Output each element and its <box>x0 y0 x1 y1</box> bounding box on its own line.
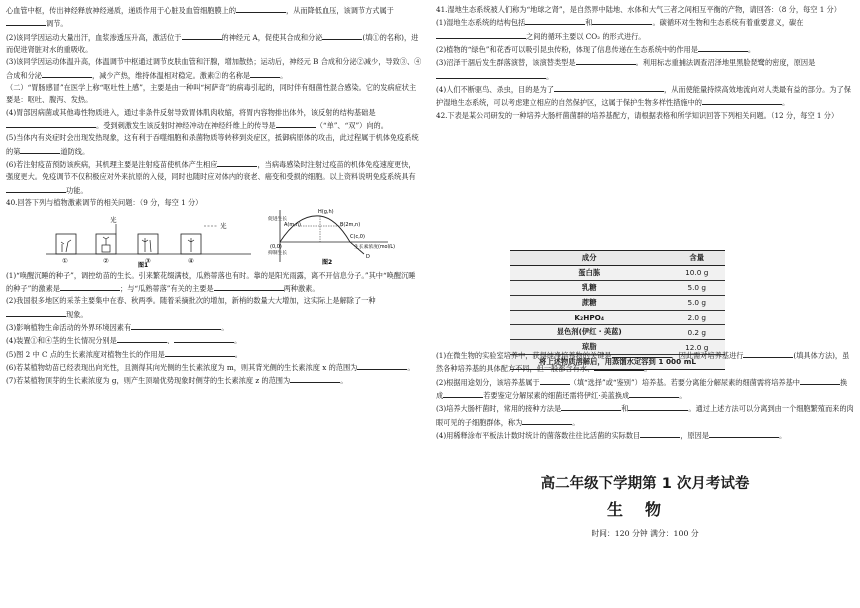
text: 。受到刺激发生该反射时神经冲动在神经纤维上的传导是 <box>96 121 276 131</box>
text: 的神经元 A，促使其合成和分泌 <box>221 32 323 42</box>
paragraph <box>6 270 422 296</box>
question-heading: 40.回答下列与植物激素调节的相关问题：（9 分，每空 1 分） <box>6 198 203 208</box>
text: 。 <box>679 391 687 401</box>
paragraph <box>6 321 422 334</box>
paragraph <box>436 402 854 429</box>
answer-blank[interactable] <box>214 282 284 291</box>
text: 现象。 <box>66 309 88 319</box>
answer-blank[interactable] <box>540 376 570 385</box>
paragraph <box>6 374 422 387</box>
table-row <box>510 310 725 325</box>
text: （“单”、“双”）向的。 <box>315 121 388 131</box>
text: 功能。 <box>66 185 88 195</box>
table-cell: 乳糖 <box>510 280 668 295</box>
point-b-label: B(2m,n) <box>340 221 361 228</box>
answer-blank[interactable] <box>640 429 680 438</box>
paragraph <box>6 348 422 361</box>
text: (3)影响植物生命活动的外界环境因素有 <box>6 322 132 332</box>
answer-blank[interactable] <box>629 389 679 398</box>
table-cell: K₂HPO₄ <box>510 310 668 325</box>
text: (6)若注射疫苗预防该疾病，其机理主要是注射疫苗使机体产生相应 <box>6 160 218 170</box>
label-3: ③ <box>145 256 151 265</box>
text: 。 <box>221 322 229 332</box>
answer-blank[interactable] <box>322 31 362 40</box>
text: 。 <box>407 362 415 372</box>
answer-blank[interactable] <box>117 334 167 343</box>
text: 和 <box>621 404 629 414</box>
text: (4)用稀释涂布平板法计数时统计的菌落数往往比活菌的实际数目 <box>436 431 641 441</box>
text: (4)人们不断驱鸟、杀虫，目的是为了 <box>436 85 554 95</box>
label-1: ① <box>62 256 68 265</box>
table-cell: 琼脂 <box>510 340 668 355</box>
answer-blank[interactable] <box>436 30 526 39</box>
table-cell: 2.0 g <box>668 310 725 325</box>
paragraph <box>6 56 422 82</box>
text: （填“选择”或“鉴别”）培养基。若要分离能分解尿素的细菌需将培养基中 <box>569 377 800 387</box>
text: ，当病毒感染时注射过疫苗的机体免疫速度更快，强度更大。免疫调节不仅积极应对外来抗原的入侵，同时也随时应对体内的衰老、癌变和受损的细胞。以上资料说明免疫系统具有 <box>6 160 416 182</box>
answer-blank[interactable] <box>290 374 340 383</box>
paragraph <box>436 56 854 83</box>
table-cell: 12.0 g <box>668 340 725 355</box>
text: (4)装置①和④茎的生长情况分别是 <box>6 336 117 346</box>
light-label: 光 <box>220 221 227 230</box>
text: 换成 <box>436 377 848 401</box>
answer-blank[interactable] <box>800 376 840 385</box>
answer-blank[interactable] <box>628 402 688 411</box>
text: (6)若某植物幼苗已经表现出向光性，且测得其向光侧的生长素浓度为 m，则其背光侧的生长素浓度 x 的范围为 <box>6 362 358 372</box>
text: 、 <box>166 336 175 346</box>
answer-blank[interactable] <box>443 389 483 398</box>
table-cell: 10.0 g <box>668 265 725 280</box>
point-c-label: C(c,0) <box>350 233 365 240</box>
answer-blank[interactable] <box>698 43 748 52</box>
text: (填具体方法)，虽然各种培养基的具体配方不同，但一般都含有水、 <box>436 351 850 374</box>
left-column <box>6 4 422 388</box>
text: ；与“瓜熟蒂落”有关的主要是 <box>120 283 214 293</box>
text: 调节。 <box>46 19 68 29</box>
text: (1)在微生物的实验室培养中，获得纯净培养物的关键是 <box>436 351 612 360</box>
text: (3)培养大肠杆菌时，常用的接种方法是 <box>436 404 562 414</box>
question-heading: 41.湿地生态系统被人们称为“地球之肾”，是自然界中陆地、水体和大气三者之间相互平衡的产物，请回答：（8 分，每空 1 分） <box>436 5 841 14</box>
text: 。 <box>280 70 288 80</box>
figure-1-caption: 图1 <box>138 261 149 268</box>
table-row <box>510 280 725 295</box>
text: (3)沼泽干涸后发生群落演替，该演替类型是 <box>436 58 576 68</box>
text: 心血管中枢，传出神经释放神经递质，递质作用于心脏及血管细胞膜上的 <box>6 6 237 15</box>
text: 。通过上述方法可以分离到由一个细胞繁殖而来的肉眼可见的子细胞群体，称为 <box>436 404 854 427</box>
answer-blank[interactable] <box>20 145 60 154</box>
text: 。 <box>234 349 242 359</box>
figure-area <box>6 208 422 268</box>
table-row <box>510 295 725 310</box>
answer-blank[interactable] <box>250 69 280 78</box>
text: 两种激素。 <box>283 283 320 293</box>
paragraph <box>436 16 854 43</box>
table-cell: 蛋白胨 <box>510 265 668 280</box>
right-column <box>436 4 854 122</box>
text: (2)我国很多地区的采茶主要集中在春、秋两季。随着采摘批次的增加，新梢的数量大大增加，这实际上是解除了一种 <box>6 296 376 306</box>
text: ，从而使能量持续高效地流向对人类最有益的部分。为了保护湿地生态系统，可以考虑建立相应的自然保护区，这属于保护生物多样性措施中的 <box>436 85 851 108</box>
text: 道防线。 <box>60 146 90 156</box>
label-4: ④ <box>188 256 194 265</box>
table-cell: 5.0 g <box>668 295 725 310</box>
paragraph <box>436 349 854 376</box>
text: 。碳循环对生物和生态系统有着重要意义，碳在 <box>652 18 804 28</box>
y-axis-bottom-label: 抑制生长 <box>268 250 288 256</box>
text: 之间的循环主要以 CO₂ 的形式进行。 <box>526 31 646 41</box>
paragraph <box>436 429 854 442</box>
answer-blank[interactable] <box>165 348 235 357</box>
answer-blank[interactable] <box>42 69 92 78</box>
text: ，从而降低血压，该调节方式属于 <box>286 6 394 15</box>
label-2: ② <box>103 256 109 265</box>
table-header-cell: 成分 <box>510 251 668 266</box>
text: (2)根据用途划分，该培养基属于 <box>436 377 540 387</box>
paragraph <box>6 4 422 31</box>
text: ，减少产热，维持体温相对稳定。激素②的名称是 <box>91 70 251 80</box>
answer-blank[interactable] <box>702 96 782 105</box>
answer-blank[interactable] <box>525 16 585 25</box>
table-cell: 0.2 g <box>668 325 725 340</box>
exam-title: 高二年级下学期第 1 次月考试卷 <box>540 476 750 492</box>
answer-blank[interactable] <box>594 362 644 371</box>
table-cell: 蔗糖 <box>510 295 668 310</box>
text: (3)该同学因运动体温升高，体温调节中枢通过调节皮肤血管和汗腺，增加散热；运动后，神经元 B 合成和分泌②减少，导致③、④合成和分泌 <box>6 57 422 80</box>
text: 和 <box>585 18 593 28</box>
x-axis-label: 生长素浓度(mol/L) <box>354 244 395 250</box>
answer-blank[interactable] <box>522 416 572 425</box>
exam-meta: 时间：120 分钟 满分：100 分 <box>591 529 699 538</box>
answer-blank[interactable] <box>182 31 222 40</box>
text: ，因此需对培养基进行 <box>671 351 744 360</box>
text: 。 <box>546 71 554 81</box>
text: (5)图 2 中 C 点的生长素浓度对植物生长的作用是 <box>6 349 165 359</box>
answer-blank[interactable] <box>561 402 621 411</box>
answer-blank[interactable] <box>131 321 221 330</box>
figure-2-auxin-curve <box>268 206 418 266</box>
text: (2)该同学因运动大量出汗，血浆渗透压升高，激活位于 <box>6 32 182 42</box>
answer-blank[interactable] <box>612 349 672 358</box>
answer-blank[interactable] <box>236 4 286 13</box>
text: 。 <box>747 45 756 55</box>
paragraph: （二）“胃肠感冒”在医学上称“呕吐性上感”，主要是由一种叫“柯萨奇”的病毒引起的，同时伴有细菌性混合感染。它的发病症状主要是：呕吐、腹泻、发热。 <box>6 83 417 105</box>
text: (1)湿地生态系统的结构包括 <box>436 18 526 28</box>
table-header-row <box>510 251 725 266</box>
text: 若要鉴定分解尿素的细菌还需将伊红·美蓝换成 <box>483 391 630 401</box>
answer-blank[interactable] <box>357 361 407 370</box>
answer-blank[interactable] <box>6 119 96 128</box>
table-cell: 5.0 g <box>668 280 725 295</box>
point-h-label: H(g,h) <box>318 208 334 215</box>
right-column-lower <box>436 349 854 442</box>
answer-blank[interactable] <box>743 349 793 358</box>
answer-blank[interactable] <box>6 308 66 317</box>
table-cell: 显色剂(伊红・美蓝) <box>510 325 668 340</box>
paragraph <box>6 158 422 197</box>
origin-label: (0,0) <box>270 243 282 250</box>
point-a-label: A(m,n) <box>284 221 301 228</box>
y-axis-top-label: 促进生长 <box>268 216 288 222</box>
text: (2)植物的“绿色”和花香可以吸引昆虫传粉，体现了信息传递在生态系统中的作用是 <box>436 45 698 55</box>
paragraph <box>436 83 854 110</box>
light-label: 光 <box>110 215 117 224</box>
paragraph <box>6 361 422 374</box>
paragraph <box>6 295 422 321</box>
figure-2-caption: 图2 <box>322 258 333 266</box>
text: 。 <box>779 431 787 441</box>
figure-1-plants-diagram <box>46 212 256 268</box>
answer-blank[interactable] <box>6 184 66 193</box>
paragraph <box>436 43 854 56</box>
exam-subject: 生物 <box>606 500 683 519</box>
answer-blank[interactable] <box>276 119 316 128</box>
text: 。 <box>572 417 580 427</box>
answer-blank[interactable] <box>174 334 234 343</box>
text: ，原因是 <box>680 431 710 441</box>
text: (填①的名称)，进而促进肾脏对水的重吸收。 <box>6 32 419 55</box>
paragraph <box>436 376 854 403</box>
text: (1)“唤醒沉睡的种子”，调控幼苗的生长。引来繁花缀满枝，瓜熟蒂落也有时。靠的是阳光雨露，离不开信息分子。”其中“唤醒沉睡的种子”的激素是 <box>6 270 416 293</box>
paragraph <box>6 132 422 158</box>
answer-blank[interactable] <box>6 17 46 26</box>
question-heading: 42.下表是某公司研发的一种培养大肠杆菌菌群的培养基配方，请根据表格和所学知识回答下列相关问题。（12 分，每空 1 分） <box>436 110 839 120</box>
paragraph <box>6 334 422 347</box>
paragraph <box>6 31 422 57</box>
text: 。 <box>781 98 790 108</box>
text: 。 <box>340 376 348 386</box>
answer-blank[interactable] <box>576 56 636 65</box>
text: (7)若某植物顶芽的生长素浓度为 g，则产生顶端优势现象时侧芽的生长素浓度 z 的范围为 <box>6 376 291 386</box>
text: 。利用标志重捕法调查沼泽地里黑脸琵鹭的密度，原因是 <box>635 58 816 68</box>
table-row <box>510 325 725 340</box>
table-footer-cell: 将上述物质溶解后，用蒸馏水定容到 1 000 mL <box>510 355 725 370</box>
answer-blank[interactable] <box>554 83 664 92</box>
table-header-cell: 含量 <box>668 251 725 266</box>
answer-blank[interactable] <box>60 282 120 291</box>
answer-blank[interactable] <box>709 429 779 438</box>
answer-blank[interactable] <box>217 158 257 167</box>
text: (4)胃部因病菌或其他毒性物质进入，通过非条件反射导致胃体肌肉收缩，将胃内容物排出体外，该反射的结构基础是 <box>6 107 376 117</box>
table-row <box>510 265 725 280</box>
answer-blank[interactable] <box>436 70 546 79</box>
answer-blank[interactable] <box>592 16 652 25</box>
paragraph <box>6 107 422 133</box>
text: 。 <box>644 364 652 374</box>
text: (5)当体内有炎症时会出现发热现象，这有利于吞噬细胞和杀菌物质等转移到炎症区，抵御病原体的攻击，此过程属于机体免疫系统的第 <box>6 133 419 156</box>
point-d-label: D <box>366 253 370 260</box>
text: 。 <box>234 336 242 346</box>
